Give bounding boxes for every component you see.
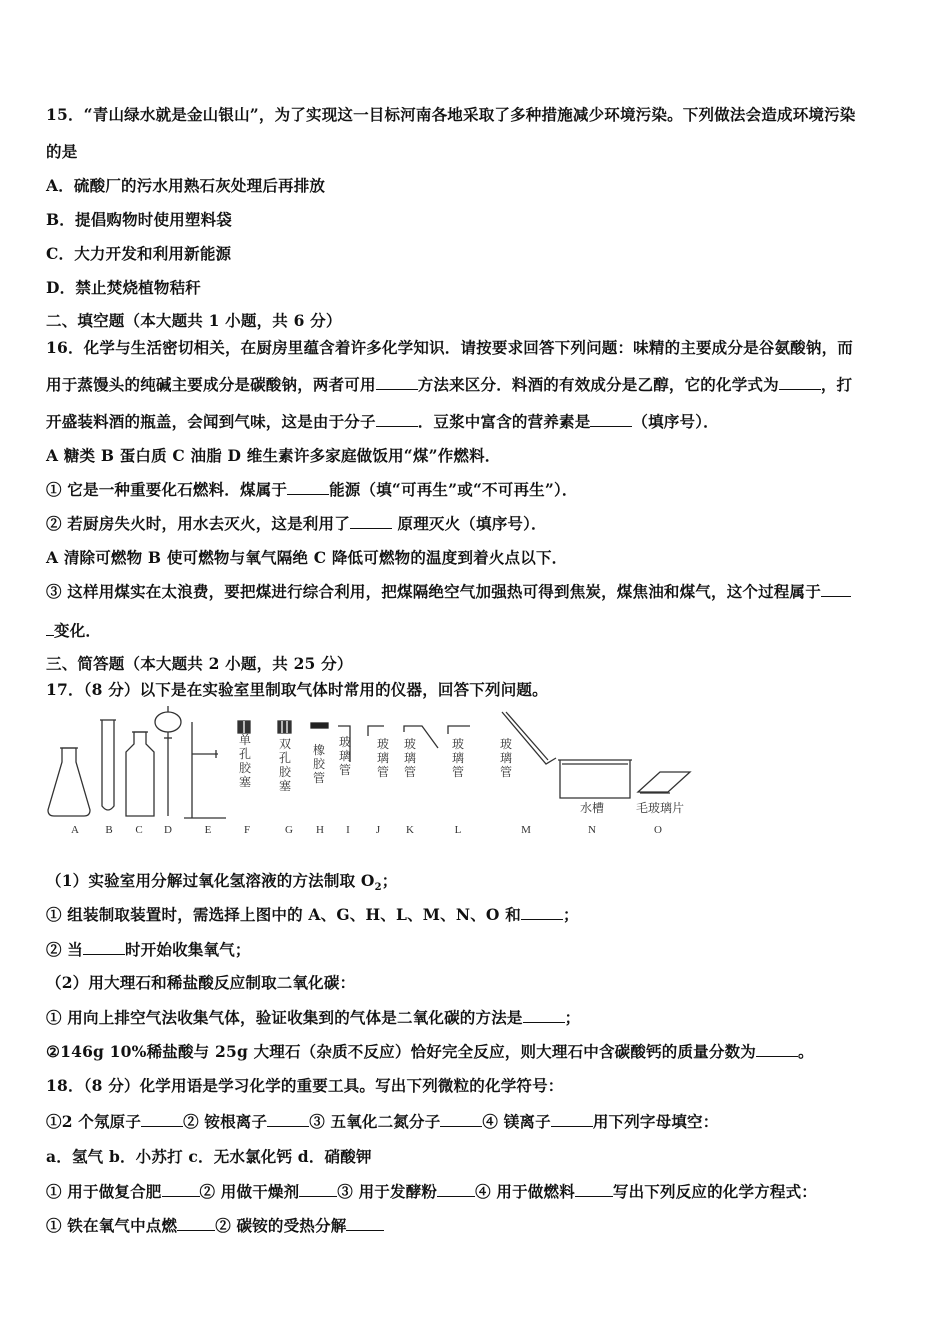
double-hole-stopper-icon: [278, 721, 291, 733]
figure-label-m: M: [521, 824, 531, 836]
q18-line4-b: ② 碳铵的受热分解: [215, 1216, 347, 1235]
figure-i-char: 管: [338, 763, 352, 777]
q18-line3-b: ② 用做干燥剂: [199, 1182, 300, 1201]
q16-line3-part2: ．豆浆中富含的营养素是: [417, 412, 591, 431]
answer-blank[interactable]: [756, 1042, 798, 1057]
figure-m-char: 玻: [499, 737, 513, 751]
answer-blank[interactable]: [376, 412, 418, 427]
figure-label-d: D: [164, 824, 172, 836]
q16-line3-part1: 开盛装料酒的瓶盖，会闻到气味，这是由于分子: [46, 412, 376, 431]
figure-i-char: 玻: [338, 735, 352, 749]
section2-title: 二、填空题（本大题共 1 小题，共 6 分）: [46, 311, 342, 330]
q17-part1-text: （1）实验室用分解过氧化氢溶液的方法制取 O: [46, 871, 375, 890]
q18-line3-d: ④ 用于做燃料: [475, 1182, 575, 1201]
answer-blank[interactable]: [575, 1182, 613, 1197]
figure-f-char: 单: [238, 733, 252, 747]
q16-line6-part2: 原理灭火（填序号）．: [391, 514, 547, 533]
water-trough-label: 水槽: [580, 801, 605, 815]
figure-h-char: 管: [312, 771, 326, 785]
q18-stem: 18．（8 分）化学用语是学习化学的重要工具。写出下列微粒的化学符号：: [46, 1076, 564, 1095]
q17-part1a-end: ；: [562, 905, 579, 924]
q18-line1-a: ①2 个氖原子: [46, 1112, 142, 1131]
q15-option-b: B．提倡购物时使用塑料袋: [46, 210, 233, 229]
answer-blank[interactable]: [267, 1112, 309, 1127]
wide-mouth-bottle-icon: [126, 732, 154, 816]
q16-line2-part1: 用于蒸馒头的纯碱主要成分是碳酸钠，两者可用: [46, 375, 376, 394]
q17-part1b-text: ② 当: [46, 940, 83, 959]
q18-line3-a: ① 用于做复合肥: [46, 1182, 162, 1201]
test-tube-icon: [102, 720, 114, 810]
q18-line2: a．氢气 b．小苏打 c．无水氯化钙 d．硝酸钾: [46, 1147, 372, 1166]
q15-stem-line1: 15．“青山绿水就是金山银山”，为了实现这一目标河南各地采取了多种措施减少环境污染。下列做法会造成环境污染: [46, 105, 856, 124]
figure-label-g: G: [285, 824, 293, 836]
q16-line9: [46, 619, 101, 641]
figure-label-k: K: [406, 824, 414, 836]
q17-part1b-end: 时开始收集氧气；: [125, 940, 251, 959]
answer-blank[interactable]: [162, 1182, 200, 1197]
figure-g-char: 孔: [278, 751, 292, 765]
answer-blank[interactable]: [551, 1112, 593, 1127]
q17-part2b: [46, 1040, 814, 1062]
figure-j-char: 玻: [376, 737, 390, 751]
figure-label-c: C: [135, 824, 143, 836]
q16-line8: [46, 580, 851, 602]
answer-blank[interactable]: [299, 1182, 337, 1197]
answer-blank[interactable]: [287, 480, 329, 495]
figure-label-h: H: [316, 824, 324, 836]
q16-line6-part1: ② 若厨房失火时，用水去灭火，这是利用了: [46, 514, 350, 533]
figure-l-char: 管: [451, 765, 465, 779]
q18-line3: [46, 1180, 817, 1202]
answer-blank[interactable]: [437, 1182, 475, 1197]
figure-h-char: 橡: [312, 743, 326, 757]
q16-line8-part1: ③ 这样用煤实在太浪费，要把煤进行综合利用，把煤隔绝空气加强热可得到焦炭，煤焦油和煤气，这个过程属于: [46, 582, 821, 601]
separatory-funnel-icon: [155, 712, 181, 732]
q17-part1a: [46, 903, 579, 925]
q16-line1: 16．化学与生活密切相关，在厨房里蕴含着许多化学知识．请按要求回答下列问题：味精的主要成分是谷氨酸钠，而: [46, 338, 853, 357]
q16-line4: A 糖类 B 蛋白质 C 油脂 D 维生素许多家庭做饭用“煤”作燃料．: [46, 446, 501, 465]
q16-line6: [46, 512, 547, 534]
q17-part1-subscript: 2: [374, 882, 382, 894]
conical-flask-icon: [48, 748, 90, 816]
q17-part2b-end: 。: [798, 1042, 814, 1061]
q17-part1b: [46, 938, 251, 960]
glass-tube-l-icon: [448, 726, 470, 734]
figure-label-j: J: [375, 824, 381, 836]
answer-blank[interactable]: [440, 1112, 482, 1127]
q16-line2-part2: 方法来区分．料酒的有效成分是乙醇，它的化学式为: [417, 375, 779, 394]
answer-blank[interactable]: [523, 1008, 565, 1023]
glass-tube-j-icon: [368, 726, 384, 736]
q16-line5-part2: 能源（填“可再生”或“不可再生”）．: [329, 480, 578, 499]
q18-line1-c: ③ 五氧化二氮分子: [309, 1112, 441, 1131]
q18-line3-e: 写出下列反应的化学方程式：: [612, 1182, 817, 1201]
figure-j-char: 管: [376, 765, 390, 779]
q18-line1-b: ② 铵根离子: [183, 1112, 268, 1131]
q16-line2: [46, 373, 852, 395]
q15-option-c: C．大力开发和利用新能源: [46, 244, 232, 263]
answer-blank[interactable]: [521, 905, 563, 920]
answer-blank[interactable]: [821, 582, 851, 597]
q17-part2a: [46, 1006, 580, 1028]
q18-line1-e: 用下列字母填空：: [592, 1112, 719, 1131]
answer-blank[interactable]: [376, 375, 418, 390]
glass-slide-icon: [638, 772, 690, 792]
figure-label-o: O: [654, 824, 662, 836]
q18-line3-c: ③ 用于发酵粉: [337, 1182, 438, 1201]
figure-label-b: B: [105, 824, 113, 836]
q17-part1a-text: ① 组装制取装置时，需选择上图中的 A、G、H、L、M、N、O 和: [46, 905, 521, 924]
figure-label-f: F: [243, 824, 251, 836]
q15-option-d: D．禁止焚烧植物秸秆: [46, 278, 201, 297]
q16-line3-part3: （填序号）．: [632, 412, 719, 431]
water-trough-icon: [560, 760, 630, 798]
q16-line3: [46, 410, 719, 432]
q17-stem: 17．（8 分）以下是在实验室里制取气体时常用的仪器，回答下列问题。: [46, 680, 548, 699]
q17-part2a-text: ① 用向上排空气法收集气体，验证收集到的气体是二氧化碳的方法是: [46, 1008, 523, 1027]
q18-line4: [46, 1214, 384, 1236]
figure-j-char: 璃: [376, 751, 390, 765]
figure-label-n: N: [588, 824, 596, 836]
q17-part1-end: ；: [381, 871, 398, 890]
q16-line5-part1: ① 它是一种重要化石燃料．煤属于: [46, 480, 288, 499]
q17-part1: [46, 869, 397, 893]
q16-line2-part3: ，打: [820, 375, 853, 394]
glass-slide-label: 毛玻璃片: [636, 801, 685, 815]
q18-line4-a: ① 铁在氧气中点燃: [46, 1216, 178, 1235]
q17-part2: （2）用大理石和稀盐酸反应制取二氧化碳：: [46, 973, 356, 992]
answer-blank[interactable]: [779, 375, 821, 390]
answer-blank[interactable]: [83, 940, 125, 955]
q16-line7: A 清除可燃物 B 使可燃物与氧气隔绝 C 降低可燃物的温度到着火点以下．: [46, 548, 568, 567]
answer-blank[interactable]: [46, 621, 54, 636]
q15-stem-line2: 的是: [46, 142, 78, 161]
q17-part2a-end: ；: [564, 1008, 581, 1027]
rubber-tube-icon: [311, 723, 328, 728]
q17-part2b-text: ②146g 10%稀盐酸与 25g 大理石（杂质不反应）恰好完全反应，则大理石中含碳酸钙的质量分数为: [46, 1042, 756, 1061]
figure-l-char: 玻: [451, 737, 465, 751]
q15-option-a: A．硫酸厂的污水用熟石灰处理后再排放: [46, 176, 326, 195]
figure-g-char: 胶: [278, 765, 292, 779]
figure-label-l: L: [454, 824, 462, 836]
figure-m-char: 璃: [499, 751, 513, 765]
q16-line9-text: 变化．: [54, 621, 102, 640]
figure-l-char: 璃: [451, 751, 465, 765]
figure-f-char: 塞: [238, 775, 252, 789]
figure-f-char: 孔: [238, 747, 252, 761]
answer-blank[interactable]: [346, 1216, 384, 1231]
figure-label-e: E: [204, 824, 212, 836]
section3-title: 三、简答题（本大题共 2 小题，共 25 分）: [46, 654, 353, 673]
q16-line5: [46, 478, 578, 500]
answer-blank[interactable]: [177, 1216, 215, 1231]
apparatus-figure: [40, 702, 740, 852]
answer-blank[interactable]: [141, 1112, 183, 1127]
figure-f-char: 胶: [238, 761, 252, 775]
figure-h-char: 胶: [312, 757, 326, 771]
figure-g-char: 塞: [278, 779, 292, 793]
figure-g-char: 双: [278, 737, 292, 751]
figure-k-char: 玻: [403, 737, 417, 751]
figure-k-char: 管: [403, 765, 417, 779]
answer-blank[interactable]: [350, 514, 392, 529]
figure-label-i: I: [346, 824, 350, 836]
q18-line1-d: ④ 镁离子: [482, 1112, 551, 1131]
answer-blank[interactable]: [590, 412, 632, 427]
figure-m-char: 管: [499, 765, 513, 779]
figure-k-char: 璃: [403, 751, 417, 765]
figure-label-a: A: [71, 824, 79, 836]
q18-line1: [46, 1110, 718, 1132]
figure-i-char: 璃: [338, 749, 352, 763]
